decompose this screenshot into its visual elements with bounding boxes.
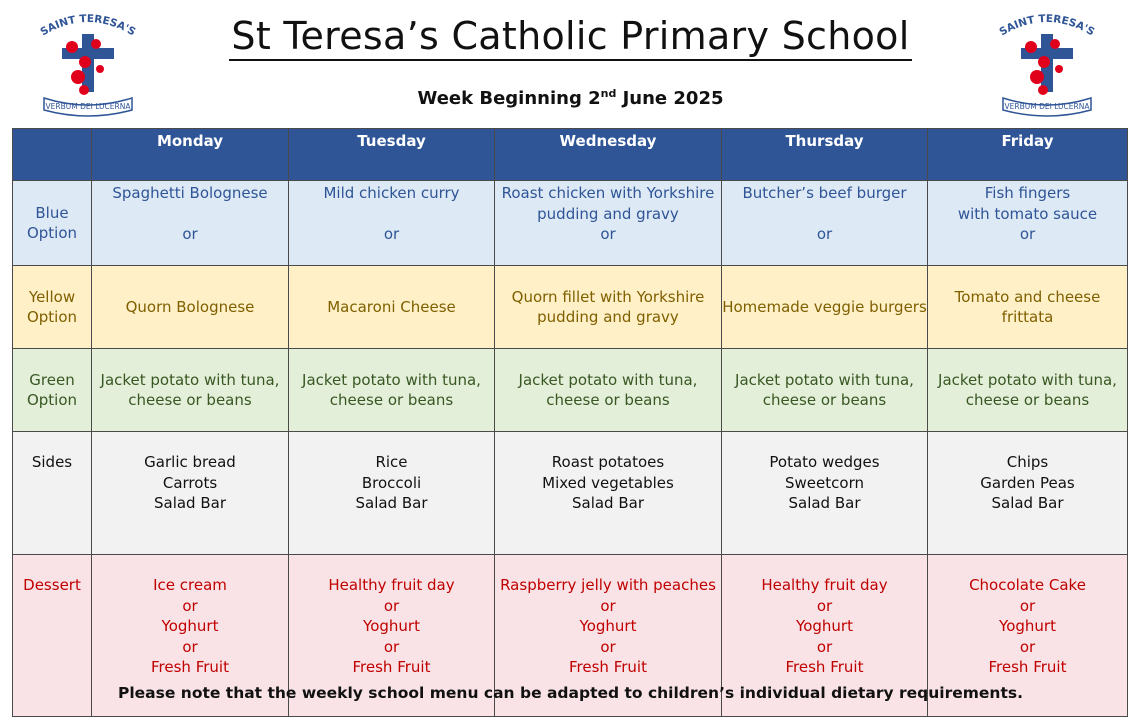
row-label-line: Sides: [31, 453, 73, 471]
menu-item-line: Sweetcorn: [785, 473, 864, 492]
day-header: Thursday: [722, 129, 928, 181]
menu-item-line: Broccoli: [361, 473, 422, 492]
menu-item-line: Macaroni Cheese: [327, 297, 456, 316]
menu-item-line: Spaghetti Bolognese: [112, 184, 268, 202]
menu-item-line: pudding and gravy: [537, 204, 679, 223]
menu-item-line: Healthy fruit day: [328, 576, 455, 594]
menu-item-line: Fresh Fruit: [569, 658, 647, 676]
menu-cell: [495, 266, 722, 349]
week-subtitle: [0, 87, 1141, 109]
menu-cell: [92, 349, 289, 432]
menu-cell: [928, 181, 1128, 266]
menu-item-line: Yoghurt: [579, 617, 637, 635]
menu-item-line: Potato wedges: [769, 453, 880, 471]
menu-item-line: Salad Bar: [571, 494, 644, 512]
menu-item-line: or: [816, 596, 833, 615]
row-label-line: Green: [29, 370, 75, 389]
menu-item-line: or: [182, 596, 198, 615]
menu-item-line: or: [1019, 637, 1036, 656]
menu-item-line: Fresh Fruit: [352, 658, 431, 676]
menu-cell: [928, 432, 1128, 555]
menu-item-line: [722, 204, 927, 225]
menu-item-line: or: [383, 225, 400, 243]
day-header: Monday: [92, 129, 289, 181]
menu-item-line: Jacket potato with tuna,: [518, 370, 698, 389]
subtitle-ordinal: nd: [600, 87, 617, 100]
menu-item-line: Jacket potato with tuna,: [735, 370, 914, 389]
menu-item-line: [92, 204, 288, 225]
row-label: [13, 349, 92, 432]
menu-item-line: Salad Bar: [153, 494, 226, 512]
menu-item-line: Mixed vegetables: [542, 473, 674, 492]
dietary-note: Please note that the weekly school menu can be adapted to children’s individual dietary requirements.: [118, 684, 1023, 702]
menu-item-line: cheese or beans: [128, 391, 252, 409]
menu-cell: [722, 181, 928, 266]
menu-item-line: cheese or beans: [329, 391, 454, 409]
green-option-row: [13, 349, 1128, 432]
menu-cell: [722, 349, 928, 432]
menu-cell: [495, 432, 722, 555]
menu-item-line: Jacket potato with tuna,: [100, 370, 280, 389]
menu-item-line: or: [383, 637, 400, 656]
corner-cell: [13, 129, 92, 181]
logo-motto: VERBUM DEI LUCERNA: [1004, 102, 1090, 111]
menu-item-line: Salad Bar: [991, 494, 1064, 512]
menu-item-line: Garden Peas: [980, 473, 1075, 492]
yellow-option-row: [13, 266, 1128, 349]
menu-item-line: or: [383, 596, 400, 615]
menu-item-line: Fresh Fruit: [151, 658, 229, 676]
menu-item-line: Fish fingers: [984, 184, 1071, 202]
menu-item-line: Chips: [1006, 453, 1049, 471]
menu-item-line: Mild chicken curry: [323, 184, 460, 202]
menu-cell: [92, 432, 289, 555]
row-label-line: Option: [26, 224, 78, 242]
menu-cell: [495, 181, 722, 266]
logo-top-text: SAINT TERESA'S: [38, 12, 138, 39]
menu-cell: [289, 266, 495, 349]
row-label: [13, 432, 92, 555]
subtitle-prefix: Week Beginning 2: [417, 88, 601, 109]
menu-item-line: with tomato sauce: [957, 204, 1098, 223]
menu-item-line: Salad Bar: [788, 494, 861, 512]
row-label-line: Option: [26, 308, 78, 326]
menu-item-line: or: [816, 225, 833, 243]
menu-item-line: Butcher’s beef burger: [742, 184, 907, 202]
logo-motto: VERBUM DEI LUCERNA: [45, 102, 131, 111]
menu-cell: [928, 266, 1128, 349]
menu-item-line: Ice cream: [153, 576, 227, 594]
menu-item-line: cheese or beans: [965, 391, 1090, 409]
menu-item-line: frittata: [1001, 308, 1054, 326]
menu-cell: [289, 432, 495, 555]
menu-item-line: Yoghurt: [999, 617, 1056, 635]
menu-cell: [495, 349, 722, 432]
menu-item-line: or: [600, 225, 616, 243]
row-label-line: Yellow: [28, 287, 76, 306]
row-label: [13, 181, 92, 266]
menu-item-line: Tomato and cheese: [954, 287, 1101, 306]
menu-item-line: Healthy fruit day: [761, 576, 888, 594]
menu-cell: [722, 432, 928, 555]
menu-item-line: Yoghurt: [161, 617, 219, 635]
menu-item-line: Raspberry jelly with peaches: [500, 576, 716, 594]
menu-item-line: cheese or beans: [762, 391, 887, 409]
blue-option-row: [13, 181, 1128, 266]
menu-item-line: Jacket potato with tuna,: [302, 370, 481, 389]
menu-item-line: pudding and gravy: [537, 308, 679, 326]
menu-item-line: Garlic bread: [144, 453, 236, 471]
menu-item-line: or: [600, 637, 616, 656]
page-title-text: St Teresa’s Catholic Primary School: [229, 14, 911, 61]
menu-table: [12, 128, 1128, 717]
subtitle-suffix: June 2025: [616, 88, 724, 109]
logo-top-text: SAINT TERESA'S: [997, 12, 1097, 39]
row-label-line: Dessert: [23, 576, 81, 594]
sides-row: [13, 432, 1128, 555]
menu-item-line: or: [182, 225, 198, 243]
menu-item-line: Roast potatoes: [551, 453, 665, 471]
menu-item-line: Yoghurt: [796, 617, 853, 635]
menu-cell: [722, 266, 928, 349]
menu-cell: [928, 349, 1128, 432]
menu-item-line: Homemade veggie burgers: [722, 297, 927, 316]
menu-cell: [92, 266, 289, 349]
menu-item-line: or: [816, 637, 833, 656]
menu-item-line: Carrots: [162, 473, 218, 492]
row-label-line: Option: [26, 391, 78, 409]
menu-item-line: Chocolate Cake: [969, 576, 1086, 594]
menu-item-line: Quorn Bolognese: [125, 297, 255, 316]
menu-item-line: or: [182, 637, 198, 656]
menu-item-line: Jacket potato with tuna,: [938, 370, 1117, 389]
menu-cell: [289, 349, 495, 432]
menu-item-line: Quorn fillet with Yorkshire: [511, 287, 705, 306]
menu-item-line: cheese or beans: [546, 391, 670, 409]
day-header: Wednesday: [495, 129, 722, 181]
row-label: [13, 266, 92, 349]
menu-item-line: or: [1019, 225, 1036, 243]
menu-cell: [289, 181, 495, 266]
day-header: Tuesday: [289, 129, 495, 181]
page-title: [0, 14, 1141, 58]
menu-item-line: Fresh Fruit: [785, 658, 864, 676]
menu-item-line: Salad Bar: [355, 494, 428, 512]
menu-item-line: [289, 204, 494, 225]
menu-item-line: Fresh Fruit: [988, 658, 1067, 676]
menu-item-line: or: [1019, 596, 1036, 615]
day-header: Friday: [928, 129, 1128, 181]
menu-cell: [92, 181, 289, 266]
menu-item-line: or: [600, 596, 616, 615]
menu-item-line: Roast chicken with Yorkshire: [501, 184, 715, 202]
row-label-line: Blue: [35, 203, 69, 222]
menu-item-line: Yoghurt: [363, 617, 420, 635]
day-header-row: [13, 129, 1128, 181]
menu-item-line: Rice: [375, 453, 408, 471]
